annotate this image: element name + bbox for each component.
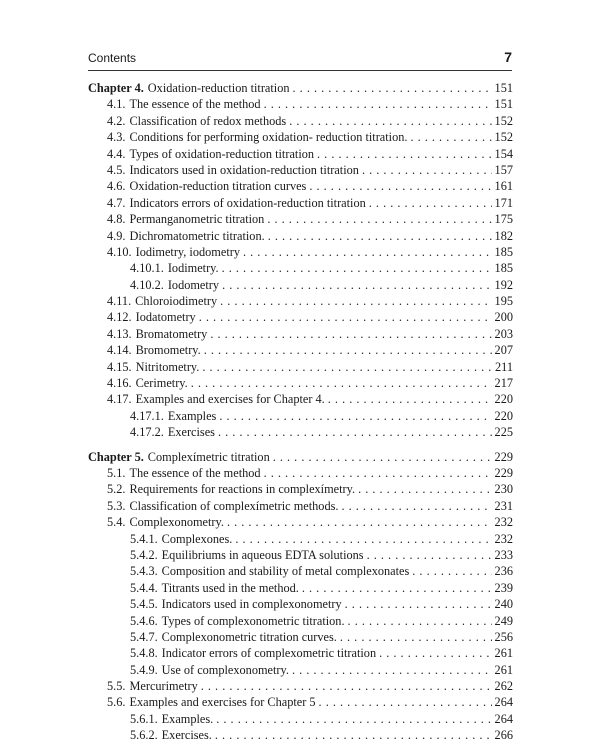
dot-leader xyxy=(289,113,491,129)
entry-title: Iodatometry xyxy=(135,310,196,325)
entry-number: 5.4.7. xyxy=(130,629,158,644)
toc-entry xyxy=(88,531,513,547)
entry-number: 5.6. xyxy=(107,695,126,710)
toc-entry xyxy=(88,580,513,596)
entry-title: Equilibriums in aqueous EDTA solutions xyxy=(161,547,364,562)
entry-number: 4.10.2. xyxy=(130,277,164,292)
toc-entry xyxy=(88,465,513,481)
toc-entry xyxy=(88,244,513,260)
dot-leader xyxy=(227,514,492,530)
chapter-heading xyxy=(88,449,513,465)
entry-page: 195 xyxy=(494,294,513,309)
entry-page: 207 xyxy=(494,343,513,358)
entry-title: Oxidation-reduction titration curves xyxy=(129,179,307,194)
toc-entry xyxy=(88,547,513,563)
entry-page: 264 xyxy=(494,695,513,710)
entry-number: 4.1. xyxy=(107,97,126,112)
entry-number: 4.8. xyxy=(107,212,126,227)
entry-number: 4.5. xyxy=(107,162,126,177)
entry-title: Exercises xyxy=(167,425,215,440)
entry-title: Dichromatometric titration. xyxy=(129,228,265,243)
entry-page: 185 xyxy=(494,244,513,259)
dot-leader xyxy=(220,293,491,309)
dot-leader xyxy=(292,662,492,678)
entry-number: 4.4. xyxy=(107,146,126,161)
dot-leader xyxy=(348,613,492,629)
toc-entry xyxy=(88,178,513,194)
entry-number: 4.17.1. xyxy=(130,408,164,423)
entry-page: 182 xyxy=(494,228,513,243)
entry-number: 5.1. xyxy=(107,465,126,480)
entry-page: 192 xyxy=(494,277,513,292)
entry-number: 5.2. xyxy=(107,482,126,497)
dot-leader xyxy=(268,228,492,244)
entry-title: Indicators used in complexonometry xyxy=(161,597,342,612)
dot-leader xyxy=(345,596,492,612)
entry-number: 4.14. xyxy=(107,343,132,358)
entry-page: 151 xyxy=(494,97,513,112)
toc-entry xyxy=(88,96,513,112)
entry-number: 5.4.6. xyxy=(130,613,158,628)
dot-leader xyxy=(412,563,491,579)
entry-title: The essence of the method xyxy=(129,465,261,480)
entry-page: 239 xyxy=(494,580,513,595)
entry-page: 225 xyxy=(494,425,513,440)
entry-number: 4.10. xyxy=(107,244,132,259)
entry-title: Indicators errors of oxidation-reduction titration xyxy=(129,195,366,210)
entry-title: Exercises. xyxy=(161,728,212,743)
entry-title: Examples. xyxy=(161,711,214,726)
entry-title: Conditions for performing oxidation- reduction titration. xyxy=(129,130,408,145)
entry-page: 231 xyxy=(494,498,513,513)
entry-number: 4.6. xyxy=(107,179,126,194)
toc-entry xyxy=(88,408,513,424)
entry-title: The essence of the method xyxy=(129,97,261,112)
entry-title: Bromatometry xyxy=(135,326,208,341)
dot-leader xyxy=(243,244,492,260)
dot-leader xyxy=(319,694,492,710)
entry-number: 5.4.2. xyxy=(130,547,158,562)
dot-leader xyxy=(235,531,491,547)
dot-leader xyxy=(367,547,492,563)
entry-title: Types of complexonometric titration. xyxy=(161,613,345,628)
entry-page: 266 xyxy=(494,728,513,743)
entry-page: 233 xyxy=(494,547,513,562)
entry-page: 171 xyxy=(494,195,513,210)
toc-entry xyxy=(88,309,513,325)
dot-leader xyxy=(222,260,492,276)
entry-number: 4.10.1. xyxy=(130,261,164,276)
toc-entry xyxy=(88,514,513,530)
dot-leader xyxy=(410,129,491,145)
dot-leader xyxy=(317,146,492,162)
toc-entry xyxy=(88,195,513,211)
dot-leader xyxy=(328,391,492,407)
entry-page: 240 xyxy=(494,597,513,612)
entry-title: Classification of complexímetric methods. xyxy=(129,498,339,513)
entry-number: 4.13. xyxy=(107,326,132,341)
entry-title: Iodimetry, iodometry xyxy=(135,244,240,259)
chapter-label: Chapter 5. xyxy=(88,449,144,464)
entry-page: 232 xyxy=(494,515,513,530)
entry-page: 232 xyxy=(494,531,513,546)
entry-number: 4.9. xyxy=(107,228,126,243)
dot-leader xyxy=(218,424,492,440)
entry-title: Indicators used in oxidation-reduction titration xyxy=(129,162,359,177)
entry-page: 230 xyxy=(494,482,513,497)
dot-leader xyxy=(302,580,492,596)
entry-number: 5.4.5. xyxy=(130,597,158,612)
entry-page: 220 xyxy=(494,392,513,407)
toc-entry xyxy=(88,391,513,407)
entry-number: 5.5. xyxy=(107,679,126,694)
dot-leader xyxy=(216,711,491,727)
dot-leader xyxy=(199,309,492,325)
dot-leader xyxy=(341,498,491,514)
entry-title: Classification of redox methods xyxy=(129,113,287,128)
chapter-page: 229 xyxy=(494,449,513,464)
entry-number: 4.16. xyxy=(107,376,132,391)
entry-page: 220 xyxy=(494,408,513,423)
toc-entry xyxy=(88,211,513,227)
entry-page: 152 xyxy=(494,130,513,145)
dot-leader xyxy=(264,96,492,112)
page-number: 7 xyxy=(504,49,512,65)
entry-page: 161 xyxy=(494,179,513,194)
entry-page: 249 xyxy=(494,613,513,628)
entry-title: Cerimetry. xyxy=(135,376,188,391)
entry-number: 5.4.1. xyxy=(130,531,158,546)
entry-number: 4.17. xyxy=(107,392,132,407)
entry-number: 5.4.3. xyxy=(130,564,158,579)
toc-entry xyxy=(88,596,513,612)
toc-entry xyxy=(88,563,513,579)
dot-leader xyxy=(222,277,491,293)
entry-page: 236 xyxy=(494,564,513,579)
toc-entry xyxy=(88,293,513,309)
entry-page: 261 xyxy=(494,646,513,661)
dot-leader xyxy=(215,727,492,743)
entry-title: Titrants used in the method. xyxy=(161,580,299,595)
running-header xyxy=(88,49,512,71)
entry-page: 264 xyxy=(494,711,513,726)
entry-title: Iodometry xyxy=(167,277,220,292)
toc-entry xyxy=(88,424,513,440)
entry-page: 157 xyxy=(494,162,513,177)
entry-title: Mercurimetry xyxy=(129,679,198,694)
entry-title: Complexonometry. xyxy=(129,515,224,530)
toc-entry xyxy=(88,498,513,514)
dot-leader xyxy=(204,342,492,358)
entry-number: 4.11. xyxy=(107,294,132,309)
entry-title: Use of complexonometry. xyxy=(161,662,289,677)
toc-entry xyxy=(88,678,513,694)
entry-number: 4.3. xyxy=(107,130,126,145)
dot-leader xyxy=(369,195,492,211)
toc-entry xyxy=(88,260,513,276)
entry-page: 217 xyxy=(494,376,513,391)
toc-entry xyxy=(88,375,513,391)
dot-leader xyxy=(191,375,492,391)
toc-entry xyxy=(88,711,513,727)
dot-leader xyxy=(201,678,492,694)
toc-entry xyxy=(88,694,513,710)
entry-page: 211 xyxy=(495,359,513,374)
entry-title: Examples xyxy=(167,408,217,423)
dot-leader xyxy=(273,449,492,465)
chapter-page: 151 xyxy=(494,81,513,95)
entry-number: 5.3. xyxy=(107,498,126,513)
toc-entry xyxy=(88,613,513,629)
entry-title: Complexonometric titration curves. xyxy=(161,629,337,644)
entry-number: 5.4.8. xyxy=(130,646,158,661)
entry-page: 175 xyxy=(494,212,513,227)
chapter-heading xyxy=(88,80,513,96)
entry-number: 4.7. xyxy=(107,195,126,210)
entry-title: Types of oxidation-reduction titration xyxy=(129,146,315,161)
entry-page: 154 xyxy=(494,146,513,161)
entry-number: 4.12. xyxy=(107,310,132,325)
dot-leader xyxy=(309,178,491,194)
dot-leader xyxy=(379,645,491,661)
entry-title: Requirements for reactions in complexímetry. xyxy=(129,482,356,497)
dot-leader xyxy=(293,80,492,96)
entry-page: 152 xyxy=(494,113,513,128)
entry-title: Composition and stability of metal complexonates xyxy=(161,564,410,579)
dot-leader xyxy=(267,211,491,227)
toc-entry xyxy=(88,129,513,145)
dot-leader xyxy=(219,408,491,424)
dot-leader xyxy=(340,629,492,645)
entry-number: 5.4. xyxy=(107,515,126,530)
entry-title: Examples and exercises for Chapter 4. xyxy=(135,392,325,407)
dot-leader xyxy=(210,326,491,342)
toc-entry xyxy=(88,342,513,358)
entry-title: Examples and exercises for Chapter 5 xyxy=(129,695,316,710)
toc-entry xyxy=(88,146,513,162)
entry-page: 261 xyxy=(494,662,513,677)
entry-page: 229 xyxy=(494,465,513,480)
toc-entry xyxy=(88,326,513,342)
dot-leader xyxy=(358,481,491,497)
chapter-block xyxy=(88,449,513,744)
entry-title: Bromometry. xyxy=(135,343,201,358)
entry-title: Permanganometric titration xyxy=(129,212,265,227)
dot-leader xyxy=(202,359,492,375)
chapter-title: Oxidation-reduction titration xyxy=(147,81,290,95)
table-of-contents xyxy=(88,80,513,744)
entry-title: Complexones. xyxy=(161,531,233,546)
toc-entry xyxy=(88,645,513,661)
entry-title: Indicator errors of complexometric titration xyxy=(161,646,377,661)
entry-number: 5.4.9. xyxy=(130,662,158,677)
entry-page: 200 xyxy=(494,310,513,325)
entry-number: 5.4.4. xyxy=(130,580,158,595)
toc-entry xyxy=(88,359,513,375)
toc-entry xyxy=(88,277,513,293)
toc-entry xyxy=(88,662,513,678)
chapter-block xyxy=(88,80,513,441)
chapter-title: Complexímetric titration xyxy=(147,449,270,464)
toc-entry xyxy=(88,113,513,129)
dot-leader xyxy=(362,162,492,178)
running-header-title: Contents xyxy=(88,51,137,65)
entry-number: 4.2. xyxy=(107,113,126,128)
entry-title: Iodimetry. xyxy=(167,261,219,276)
chapter-label: Chapter 4. xyxy=(88,81,144,95)
entry-title: Nitritometry. xyxy=(135,359,200,374)
toc-entry xyxy=(88,481,513,497)
dot-leader xyxy=(264,465,492,481)
toc-entry xyxy=(88,629,513,645)
toc-entry xyxy=(88,162,513,178)
entry-page: 262 xyxy=(494,679,513,694)
entry-number: 4.17.2. xyxy=(130,425,164,440)
entry-number: 5.6.1. xyxy=(130,711,158,726)
entry-page: 185 xyxy=(494,261,513,276)
toc-entry xyxy=(88,228,513,244)
entry-page: 203 xyxy=(494,326,513,341)
entry-number: 5.6.2. xyxy=(130,728,158,743)
toc-entry xyxy=(88,727,513,743)
entry-title: Chloroiodimetry xyxy=(135,294,218,309)
entry-page: 256 xyxy=(494,629,513,644)
entry-number: 4.15. xyxy=(107,359,132,374)
